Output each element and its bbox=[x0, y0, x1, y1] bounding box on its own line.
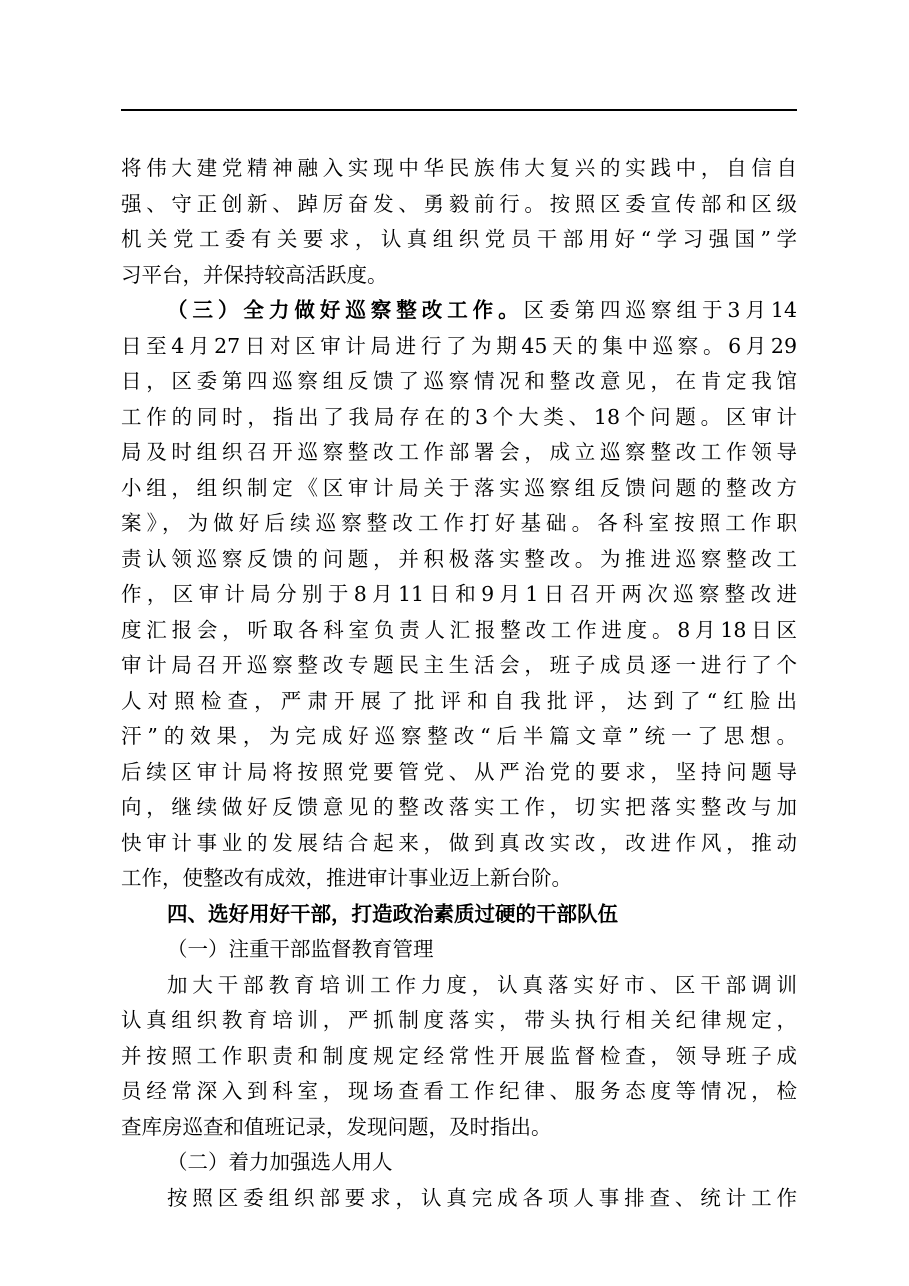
section-3-first-line-text: 区委第四巡察组于3月14 bbox=[523, 298, 797, 322]
text-line: 认真组织教育培训，严抓制度落实，带头执行相关纪律规定， bbox=[121, 1008, 797, 1032]
chapter-4-heading: 四、选好用好干部，打造政治素质过硬的干部队伍 bbox=[167, 902, 618, 926]
section-3-heading: （三）全力做好巡察整改工作。 bbox=[167, 298, 524, 322]
text-line: 审计局召开巡察整改专题民主生活会，班子成员逐一进行了个 bbox=[121, 653, 797, 677]
text-line: 局及时组织召开巡察整改工作部署会，成立巡察整改工作领导 bbox=[121, 440, 797, 464]
text-line: 将伟大建党精神融入实现中华民族伟大复兴的实践中，自信自 bbox=[121, 156, 797, 180]
text-line: 按照区委组织部要求，认真完成各项人事排查、统计工作 bbox=[167, 1186, 797, 1210]
text-line: 快审计事业的发展结合起来，做到真改实改，改进作风，推动 bbox=[121, 831, 797, 855]
text-line: 向，继续做好反馈意见的整改落实工作，切实把落实整改与加 bbox=[121, 795, 797, 819]
subsection-1-heading: （一）注重干部监督教育管理 bbox=[167, 937, 434, 961]
text-line: 小组，组织制定《区审计局关于落实巡察组反馈问题的整改方 bbox=[121, 476, 797, 500]
text-line: 查库房巡查和值班记录，发现问题，及时指出。 bbox=[121, 1115, 552, 1139]
text-line: 工作，使整改有成效，推进审计事业迈上新台阶。 bbox=[121, 866, 572, 890]
text-line: 员经常深入到科室，现场查看工作纪律、服务态度等情况，检 bbox=[121, 1079, 797, 1103]
text-line: 习平台，并保持较高活跃度。 bbox=[121, 263, 388, 287]
text-line: 后续区审计局将按照党要管党、从严治党的要求，坚持问题导 bbox=[121, 760, 797, 784]
text-line: 日至4月27日对区审计局进行了为期45天的集中巡察。6月29 bbox=[121, 334, 797, 358]
text-line: 案》，为做好后续巡察整改工作打好基础。各科室按照工作职 bbox=[121, 511, 797, 535]
text-line: 工作的同时，指出了我局存在的3个大类、18个问题。区审计 bbox=[121, 405, 797, 429]
text-line: 加大干部教育培训工作力度，认真落实好市、区干部调训 bbox=[167, 973, 797, 997]
text-line: 强、守正创新、踔厉奋发、勇毅前行。按照区委宣传部和区级 bbox=[121, 192, 797, 216]
text-line: 并按照工作职责和制度规定经常性开展监督检查，领导班子成 bbox=[121, 1044, 797, 1068]
text-line: 机关党工委有关要求，认真组织党员干部用好“学习强国”学 bbox=[121, 227, 797, 251]
text-line: 度汇报会，听取各科室负责人汇报整改工作进度。8月18日区 bbox=[121, 618, 797, 642]
subsection-2-heading: （二）着力加强选人用人 bbox=[167, 1150, 393, 1174]
text-line: 汗”的效果，为完成好巡察整改“后半篇文章”统一了思想。 bbox=[121, 724, 797, 748]
text-line: 责认领巡察反馈的问题，并积极落实整改。为推进巡察整改工 bbox=[121, 547, 797, 571]
text-line: 作，区审计局分别于8月11日和9月1日召开两次巡察整改进 bbox=[121, 582, 797, 606]
text-line: 日，区委第四巡察组反馈了巡察情况和整改意见，在肯定我馆 bbox=[121, 369, 797, 393]
text-line: 人对照检查，严肃开展了批评和自我批评，达到了“红脸出 bbox=[121, 689, 797, 713]
header-rule bbox=[121, 109, 797, 111]
section-3-first-line bbox=[121, 293, 797, 327]
